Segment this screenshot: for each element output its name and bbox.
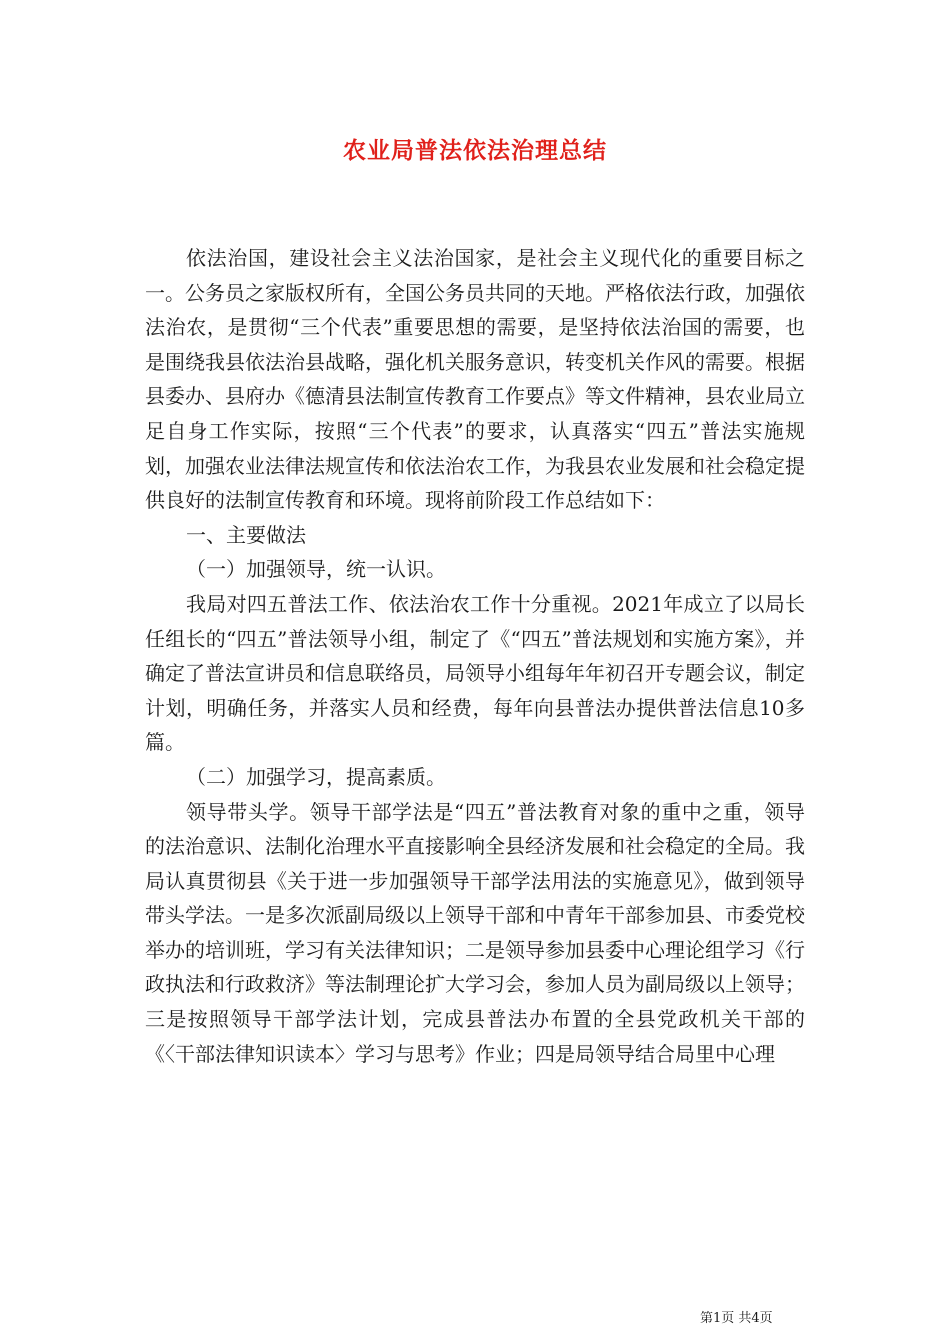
intro-paragraph: 依法治国，建设社会主义法治国家，是社会主义现代化的重要目标之一。公务员之家版权所有，全国公务员共同的天地。严格依法行政，加强依法治农，是贯彻“三个代表”重要思想的需要，是坚持依法治国的需要，也是围绕我县依法治县战略，强化机关服务意识，转变机关作风的需要。根据县委办、县府办《德清县法制宣传教育工作要点》等文件精神，县农业局立足自身工作实际，按照“三个代表”的要求，认真落实“四五”普法实施规划，加强农业法律法规宣传和依法治农工作，为我县农业发展和社会稳定提供良好的法制宣传教育和环境。现将前阶段工作总结如下： (145, 246, 805, 513)
document-body (145, 241, 805, 1071)
section-heading-main-practices: 一、主要做法 (186, 522, 306, 547)
study-paragraph: 领导带头学。领导干部学法是“四五”普法教育对象的重中之重，领导的法治意识、法制化治理水平直接影响全县经济发展和社会稳定的全局。我局认真贯彻县《关于进一步加强领导干部学法用法的实施意见》，做到领导带头学法。一是多次派副局级以上领导干部和中青年干部参加县、市委党校举办的培训班，学习有关法律知识；二是领导参加县委中心理论组学习《行政执法和行政救济》等法制理论扩大学习会，参加人员为副局级以上领导；三是按照领导干部学法计划，完成县普法办布置的全县党政机关干部的《〈干部法律知识读本〉学习与思考》作业；四是局领导结合局里中心理 (145, 799, 805, 1066)
subheading-leadership: （一）加强领导，统一认识。 (186, 557, 446, 582)
leadership-paragraph: 我局对四五普法工作、依法治农工作十分重视。2021年成立了以局长任组长的“四五”普法领导小组，制定了《“四五”普法规划和实施方案》，并确定了普法宣讲员和信息联络员，局领导小组每年年初召开专题会议，制定计划，明确任务，并落实人员和经费，每年向县普法办提供普法信息10多篇。 (145, 591, 805, 755)
page-number: 第1页 共4页 (700, 1311, 773, 1326)
document-title: 农业局普法依法治理总结 (343, 137, 607, 164)
subheading-study: （二）加强学习，提高素质。 (186, 764, 446, 789)
